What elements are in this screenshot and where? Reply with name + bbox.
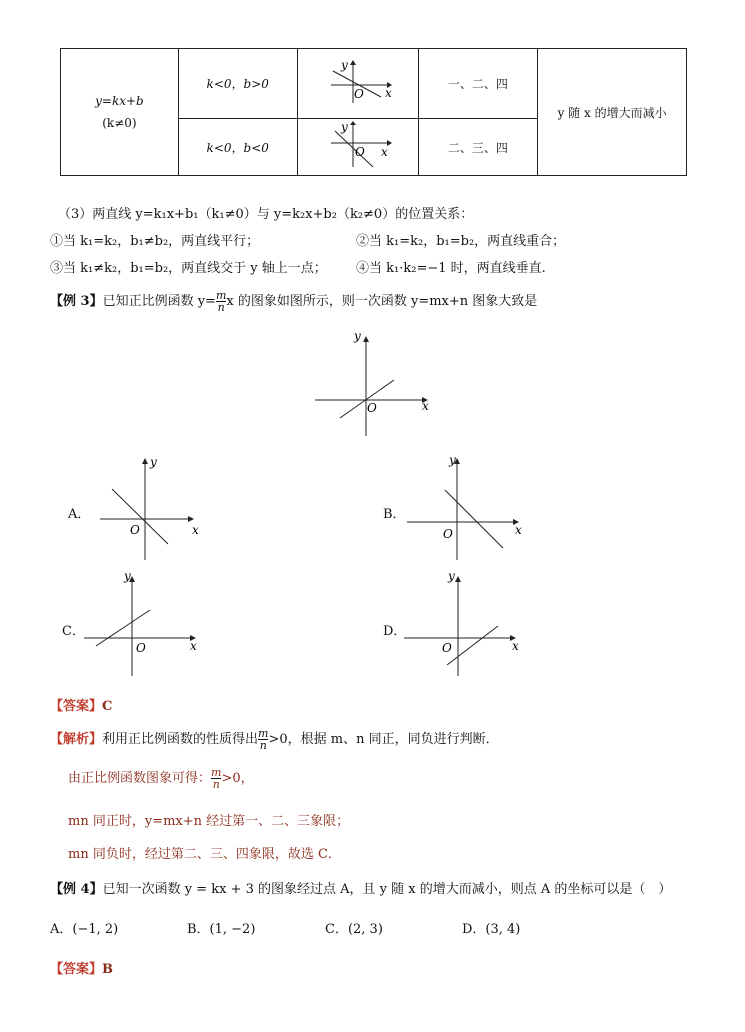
option-c-x-label: x: [190, 639, 197, 653]
analysis-step3: mn 同负时，经过第二、三、四象限，故选 C．: [68, 847, 341, 862]
property-table: [60, 48, 687, 176]
example4-answer-tag: 【答案】: [50, 962, 103, 977]
analysis-text-after: >0，根据 m、n 同正，同负进行判断．: [268, 732, 499, 747]
analysis-fraction-numerator: m: [258, 727, 269, 740]
option-d-origin-label: O: [442, 641, 452, 655]
option-b-y-label: y: [449, 453, 456, 467]
analysis-step2: mn 同正时，y=mx+n 经过第一、二、三象限；: [68, 814, 350, 829]
section3-title: （3）两直线 y=k₁x+b₁（k₁≠0）与 y=k₂x+b₂（k₂≠0）的位置关系：: [58, 207, 474, 222]
example4-text: 已知一次函数 y = kx + 3 的图象经过点 A，且 y 随 x 的增大而减小，则点 A 的坐标可以是（ ）: [102, 882, 672, 897]
main-figure: [310, 328, 440, 438]
option-d-x-label: x: [512, 639, 519, 653]
row1-quadrants: 一、二、四: [418, 49, 538, 119]
option-c-label[interactable]: C．: [62, 624, 85, 639]
option-c-y-label: y: [124, 569, 131, 583]
option-a-y-label: y: [150, 455, 157, 469]
main-y-label: y: [354, 329, 361, 343]
option-a-label[interactable]: A．: [68, 507, 91, 522]
analysis-step1: [68, 767, 254, 790]
function-cell: [61, 49, 179, 176]
row1-y-label: y: [340, 58, 348, 72]
row1-x-label: x: [384, 86, 392, 100]
row2-y-label: y: [340, 120, 348, 134]
example3-text-before: 已知正比例函数 y=: [102, 294, 216, 309]
section3-item1: ①当 k₁=k₂，b₁≠b₂，两直线平行；: [50, 234, 260, 249]
example4-option-a[interactable]: A．(−1, 2): [50, 922, 119, 937]
row2-graph-cell: [297, 119, 418, 176]
step1-text-before: 由正比例函数图象可得：: [68, 771, 212, 786]
row1-origin-label: O: [353, 87, 364, 101]
example3-question: [50, 290, 537, 313]
analysis-fraction-denominator: n: [259, 739, 267, 752]
row2-origin-label: O: [354, 144, 365, 159]
example3-fraction: [216, 290, 226, 313]
function-formula: y=kx+b: [95, 94, 144, 108]
step1-text-after: >0，: [221, 771, 254, 786]
section3-item4: ④当 k₁·k₂=−1 时，两直线垂直.: [356, 261, 546, 276]
example4-option-c[interactable]: C．(2, 3): [325, 922, 383, 937]
option-d-y-label: y: [448, 569, 455, 583]
example4-option-d[interactable]: D．(3, 4): [462, 922, 521, 937]
step1-fraction: [211, 767, 221, 790]
main-x-label: x: [422, 399, 429, 413]
example4-answer: [50, 958, 113, 977]
example3-tag: 【例 3】: [50, 294, 103, 309]
section3-item3: ③当 k₁≠k₂，b₁=b₂，两直线交于 y 轴上一点；: [50, 261, 327, 276]
option-b-label[interactable]: B．: [383, 507, 406, 522]
option-d-label[interactable]: D．: [383, 624, 407, 639]
option-b-origin-label: O: [443, 527, 453, 541]
row1-graph-cell: [297, 49, 418, 119]
example3-answer: [50, 695, 112, 714]
option-a-x-label: x: [192, 523, 199, 537]
step1-fraction-numerator: m: [211, 766, 222, 779]
row2-x-label: x: [380, 144, 388, 159]
function-condition: (k≠0): [102, 116, 137, 130]
analysis-fraction: [258, 728, 268, 751]
row2-condition: k<0，b<0: [178, 119, 297, 176]
example4-question: [50, 878, 671, 897]
option-b-x-label: x: [515, 523, 522, 537]
fraction-denominator: n: [217, 301, 225, 314]
option-c-origin-label: O: [136, 641, 146, 655]
main-origin-label: O: [367, 401, 377, 415]
example3-analysis: [50, 728, 499, 751]
option-a-graph[interactable]: [98, 452, 208, 562]
option-c-graph[interactable]: [82, 568, 202, 678]
example3-answer-value: C: [102, 699, 113, 714]
example4-option-b[interactable]: B．(1, −2): [187, 922, 256, 937]
fraction-numerator: m: [215, 289, 227, 302]
row2-quadrants: 二、三、四: [418, 119, 538, 176]
example4-answer-value: B: [102, 962, 114, 977]
example3-analysis-tag: 【解析】: [50, 732, 103, 747]
option-a-origin-label: O: [130, 523, 140, 537]
example3-text-after: x 的图象如图所示，则一次函数 y=mx+n 图象大致是: [226, 294, 538, 309]
trend-text: y 随 x 的增大而减小: [557, 105, 667, 120]
step1-fraction-denominator: n: [212, 778, 220, 791]
example3-answer-tag: 【答案】: [50, 699, 103, 714]
analysis-text-before: 利用正比例函数的性质得出: [102, 732, 259, 747]
row1-graph: [323, 57, 393, 107]
option-d-graph[interactable]: [402, 568, 526, 678]
trend-cell: [538, 49, 687, 176]
option-b-graph[interactable]: [405, 452, 525, 562]
section3-item2: ②当 k₁=k₂，b₁=b₂，两直线重合；: [356, 234, 566, 249]
example4-tag: 【例 4】: [50, 882, 103, 897]
row2-graph: [323, 121, 393, 171]
row1-condition: k<0，b>0: [178, 49, 297, 119]
